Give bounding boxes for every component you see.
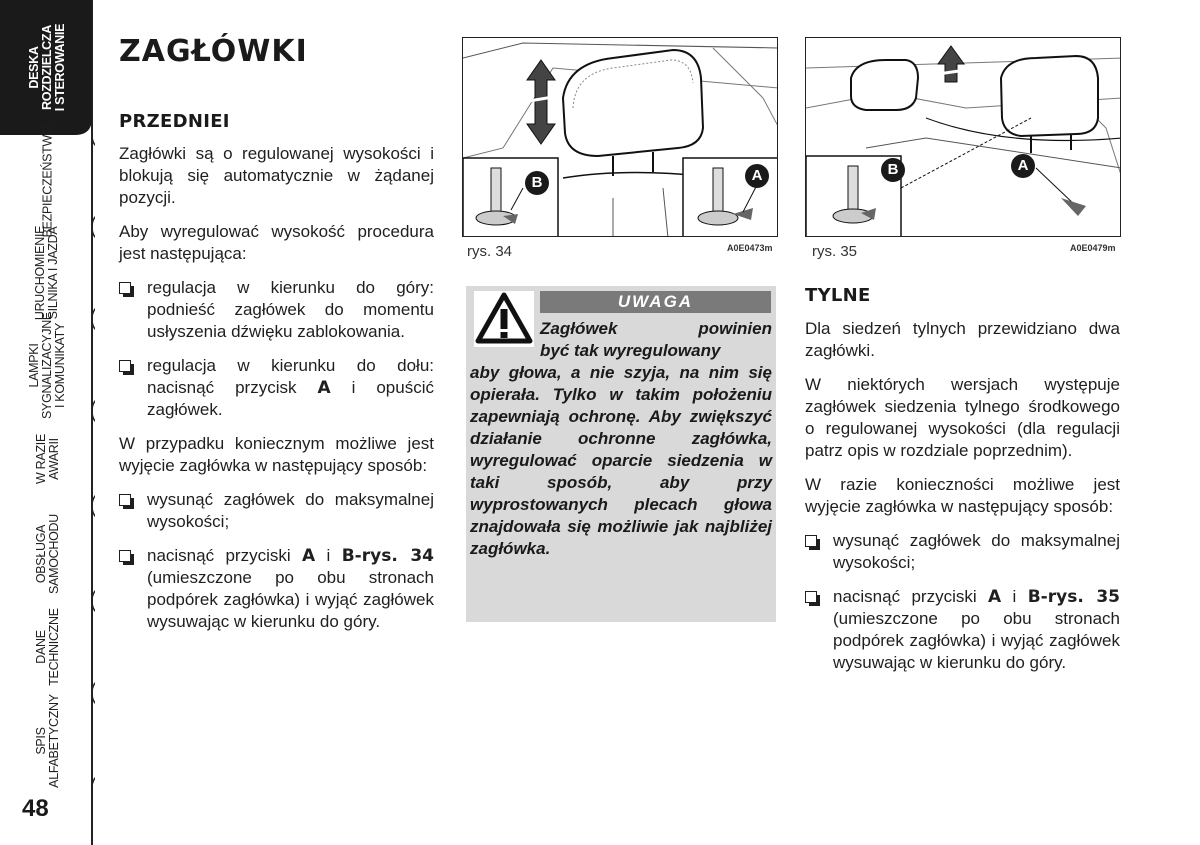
section-heading-front: PRZEDNIEI [119,111,230,132]
tab-uruchomienie[interactable] [0,227,95,319]
warning-line: Zagłówek powinien [540,319,772,338]
paragraph: Dla siedzeń tylnych przewidziano dwa zagłówki. [805,319,1120,360]
headrest-rear-illustration [806,38,1121,237]
list-item-text: (umieszczone po obu stronach podpórek zagłówka) i wyjąć zagłówek wysuwając w kierunku do góry. [833,609,1120,672]
list-item-text: regulacja w kierunku do dołu: nacisnąć przycisk [147,356,434,397]
warning-header: UWAGA [540,291,771,313]
page-number: 48 [22,795,49,822]
tab-label: DANE TECHNICZNE [33,608,61,686]
paragraph: W razie konieczności możliwe jest wyjęcie zagłówka w następujący sposób: [805,475,1120,516]
button-reference: A [988,587,1002,607]
figure-34 [462,37,778,237]
tab-label: W RAZIE AWARII [33,433,61,484]
list-item-text: wysunąć zagłówek do maksymalnej wysokości; [147,490,434,531]
warning-line: być tak wyregulowany [540,341,721,360]
figure-35 [805,37,1121,237]
callout-b: B [881,158,905,182]
checkbox-bullet-icon [805,591,817,603]
figure-code: A0E0473m [727,243,773,253]
figure-caption: rys. 35 [812,243,858,260]
list-item-text: (umieszczone po obu stronach podpórek zagłówka) i wyjąć zagłówek wysuwając w kierunku do góry. [147,568,434,631]
warning-body: aby głowa, a nie szyja, na nim się opierała. Tylko w takim położeniu zapewniają ochronę. Aby zwiększyć działanie ochronne zagłówka, wyregulować oparcie siedzenia w taki sposób, aby przy wyprostowanych plecach głowa znajdowała się możliwie jak najbliżej zagłówka. [470,363,772,558]
figure-caption: rys. 34 [467,243,513,260]
tab-spis[interactable] [0,693,95,788]
bullet-list [119,277,434,421]
checkbox-bullet-icon [119,494,131,506]
tab-label: LAMPKI SYGNALIZACYJNE I KOMUNIKATY [27,311,68,419]
list-item-text: regulacja w kierunku do góry: podnieść zagłówek do momentu usłyszenia dźwięku zablokowania. [147,278,434,341]
tab-label: OBSŁUGA SAMOCHODU [33,513,61,594]
chapter-tabs [0,0,95,845]
paragraph: Aby wyregulować wysokość procedura jest następująca: [119,222,434,263]
tab-deska-rozdzielcza[interactable] [0,0,95,135]
list-item-text: nacisnąć przyciski [147,546,303,565]
checkbox-bullet-icon [119,282,131,294]
paragraph: W przypadku koniecznym możliwe jest wyjęcie zagłówka w następujący sposób: [119,434,434,475]
list-item [805,586,1120,674]
checkbox-bullet-icon [119,550,131,562]
checkbox-bullet-icon [119,360,131,372]
paragraph: W niektórych wersjach występuje zagłówek siedzenia tylnego środkowego o regulowanej wysokości (dla regulacji patrz opis w rozdziale poprzednim). [805,375,1120,460]
figure-reference: B-rys. 34 [341,546,434,566]
tab-label: DESKA ROZDZIELCZA I STEROWANIE [26,23,67,112]
list-item-text: i opuścić zagłówek. [147,378,434,419]
tab-label: URUCHOMIENIE SILNIKA I JAZDA [33,225,61,321]
tab-w-razie-awarii[interactable] [0,411,95,506]
warning-text [470,318,772,560]
button-reference: A [302,546,316,566]
list-item [119,355,434,421]
callout-b: B [525,171,549,195]
tab-lampki[interactable] [0,311,95,419]
left-column [119,34,434,633]
paragraph: Zagłówki są o regulowanej wysokości i blokują się automatycznie w żądanej pozycji. [119,144,434,207]
callout-a: A [1011,154,1035,178]
tab-label: SPIS ALFABETYCZNY [33,693,61,788]
bullet-list [805,530,1120,674]
tab-label: BEZPIECZEŃSTWO [40,125,54,237]
list-item-text: i [315,546,342,565]
tab-bezpieczenstwo[interactable] [0,125,95,237]
list-item-text: wysunąć zagłówek do maksymalnej wysokości; [833,531,1120,572]
list-item [119,277,434,343]
list-item [805,530,1120,574]
headrest-front-illustration [463,38,778,237]
list-item-text: i [1001,587,1028,606]
button-reference: A [317,378,331,398]
section-heading-rear: TYLNE [805,285,871,306]
figure-reference: B-rys. 35 [1027,587,1120,607]
bullet-list [119,489,434,633]
callout-a: A [745,164,769,188]
tab-obsluga[interactable] [0,506,95,601]
list-item-text: nacisnąć przyciski [833,587,989,606]
page-title: ZAGŁÓWKI [119,34,308,69]
list-item [119,545,434,633]
right-column [805,285,1120,674]
tab-dane-techniczne[interactable] [0,601,95,693]
checkbox-bullet-icon [805,535,817,547]
warning-box [466,286,776,622]
list-item [119,489,434,533]
figure-code: A0E0479m [1070,243,1116,253]
